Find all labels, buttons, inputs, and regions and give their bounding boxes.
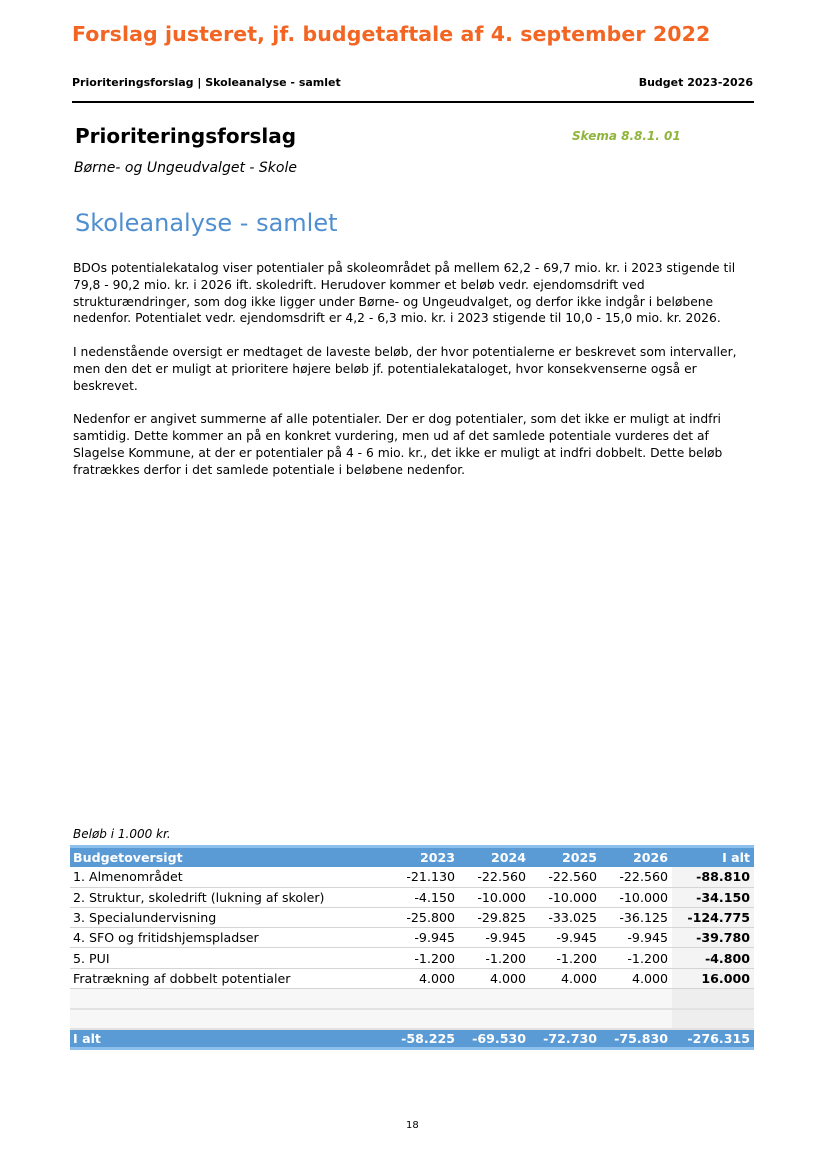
empty-cell <box>601 1009 672 1029</box>
table-cell: -10.000 <box>530 887 601 907</box>
row-total: -39.780 <box>672 928 754 948</box>
column-header: 2024 <box>459 847 530 867</box>
table-cell: -1.200 <box>601 948 672 968</box>
empty-cell <box>70 1009 388 1029</box>
table-cell: -36.125 <box>601 907 672 927</box>
total-cell: -72.730 <box>530 1029 601 1049</box>
row-label: 5. PUI <box>70 948 388 968</box>
table-cell: -4.150 <box>388 887 459 907</box>
table-cell: -9.945 <box>601 928 672 948</box>
table-cell: -22.560 <box>530 867 601 887</box>
row-label: 2. Struktur, skoledrift (lukning af skoler) <box>70 887 388 907</box>
table-cell: 4.000 <box>459 968 530 988</box>
empty-cell <box>601 989 672 1009</box>
table-cell: -22.560 <box>601 867 672 887</box>
document-title: Prioriteringsforslag <box>75 124 297 148</box>
table-cell: 4.000 <box>388 968 459 988</box>
table-cell: -9.945 <box>530 928 601 948</box>
table-cell: -1.200 <box>530 948 601 968</box>
table-cell: -21.130 <box>388 867 459 887</box>
column-header: 2023 <box>388 847 459 867</box>
column-header: Budgetoversigt <box>70 847 388 867</box>
row-total: 16.000 <box>672 968 754 988</box>
table-cell: -1.200 <box>459 948 530 968</box>
schema-number: Skema 8.8.1. 01 <box>572 129 681 143</box>
row-total: -124.775 <box>672 907 754 927</box>
amount-unit-label: Beløb i 1.000 kr. <box>73 827 171 841</box>
table-row <box>70 887 754 907</box>
empty-cell <box>530 989 601 1009</box>
header-divider <box>72 101 754 103</box>
paragraph: Nedenfor er angivet summerne af alle potentialer. Der er dog potentialer, som det ikke er muligt at indfri samtidig. Dette kommer an på en konkret vurdering, men ud af det samlede potentiale vurderes det af Slagelse Kommune, at der er potentialer på 4 - 6 mio. kr., det ikke er muligt at indfri dobbelt. Dette beløb fratrækkes derfor i det samlede potentiale i beløbene nedenfor. <box>73 412 723 477</box>
table-row <box>70 968 754 988</box>
paragraph: BDOs potentialekatalog viser potentialer på skoleområdet på mellem 62,2 - 69,7 mio. kr. i 2023 stigende til 79,8 - 90,2 mio. kr. i 2026 ift. skoledrift. Herudover kommer et beløb vedr. ejendomsdrift ved strukturændringer, som dog ikke ligger under Børne- og Ungeudvalget, og derfor ikke indgår i beløbene nedenfor. Potentialet vedr. ejendomsdrift er 4,2 - 6,3 mio. kr. i 2023 stigende til 10,0 - 15,0 mio. kr. 2026. <box>73 261 736 326</box>
table-cell: 4.000 <box>601 968 672 988</box>
table-cell: -9.945 <box>459 928 530 948</box>
running-header-left: Prioriteringsforslag | Skoleanalyse - samlet <box>72 76 341 89</box>
row-label: Fratrækning af dobbelt potentialer <box>70 968 388 988</box>
page-number: 18 <box>406 1120 419 1131</box>
total-cell: -69.530 <box>459 1029 530 1049</box>
empty-cell <box>459 989 530 1009</box>
table-row <box>70 928 754 948</box>
column-header: I alt <box>672 847 754 867</box>
table-cell: -25.800 <box>388 907 459 927</box>
empty-cell <box>388 1009 459 1029</box>
running-header-right: Budget 2023-2026 <box>638 76 753 89</box>
table-cell: 4.000 <box>530 968 601 988</box>
table-row <box>70 907 754 927</box>
row-label: 1. Almenområdet <box>70 867 388 887</box>
committee-subtitle: Børne- og Ungeudvalget - Skole <box>74 160 297 176</box>
empty-row <box>70 1009 754 1029</box>
total-cell: -75.830 <box>601 1029 672 1049</box>
empty-cell <box>459 1009 530 1029</box>
empty-cell <box>388 989 459 1009</box>
column-header: 2026 <box>601 847 672 867</box>
table-row <box>70 948 754 968</box>
table-header-row <box>70 847 754 867</box>
table-cell: -29.825 <box>459 907 530 927</box>
table-cell: -1.200 <box>388 948 459 968</box>
row-total: -4.800 <box>672 948 754 968</box>
paragraph: I nedenstående oversigt er medtaget de laveste beløb, der hvor potentialerne er beskrevet som intervaller, men den det er muligt at prioritere højere beløb jf. potentialekataloget, hvor konsekvenserne også er beskrevet. <box>73 344 737 393</box>
empty-cell <box>70 989 388 1009</box>
row-total: -88.810 <box>672 867 754 887</box>
body-text <box>73 260 763 495</box>
table-total-row <box>70 1029 754 1049</box>
table-cell: -10.000 <box>459 887 530 907</box>
row-label: 3. Specialundervisning <box>70 907 388 927</box>
row-label: 4. SFO og fritidshjemspladser <box>70 928 388 948</box>
total-label: I alt <box>70 1029 388 1049</box>
empty-row <box>70 989 754 1009</box>
grand-total: -276.315 <box>672 1029 754 1049</box>
empty-cell <box>672 1009 754 1029</box>
column-header: 2025 <box>530 847 601 867</box>
empty-cell <box>672 989 754 1009</box>
table-cell: -10.000 <box>601 887 672 907</box>
row-total: -34.150 <box>672 887 754 907</box>
total-cell: -58.225 <box>388 1029 459 1049</box>
table-row <box>70 867 754 887</box>
empty-cell <box>530 1009 601 1029</box>
adjustment-banner: Forslag justeret, jf. budgetaftale af 4. september 2022 <box>72 22 711 46</box>
table-cell: -33.025 <box>530 907 601 927</box>
table-cell: -22.560 <box>459 867 530 887</box>
table-cell: -9.945 <box>388 928 459 948</box>
section-title: Skoleanalyse - samlet <box>75 209 338 237</box>
budget-table <box>70 845 754 1050</box>
